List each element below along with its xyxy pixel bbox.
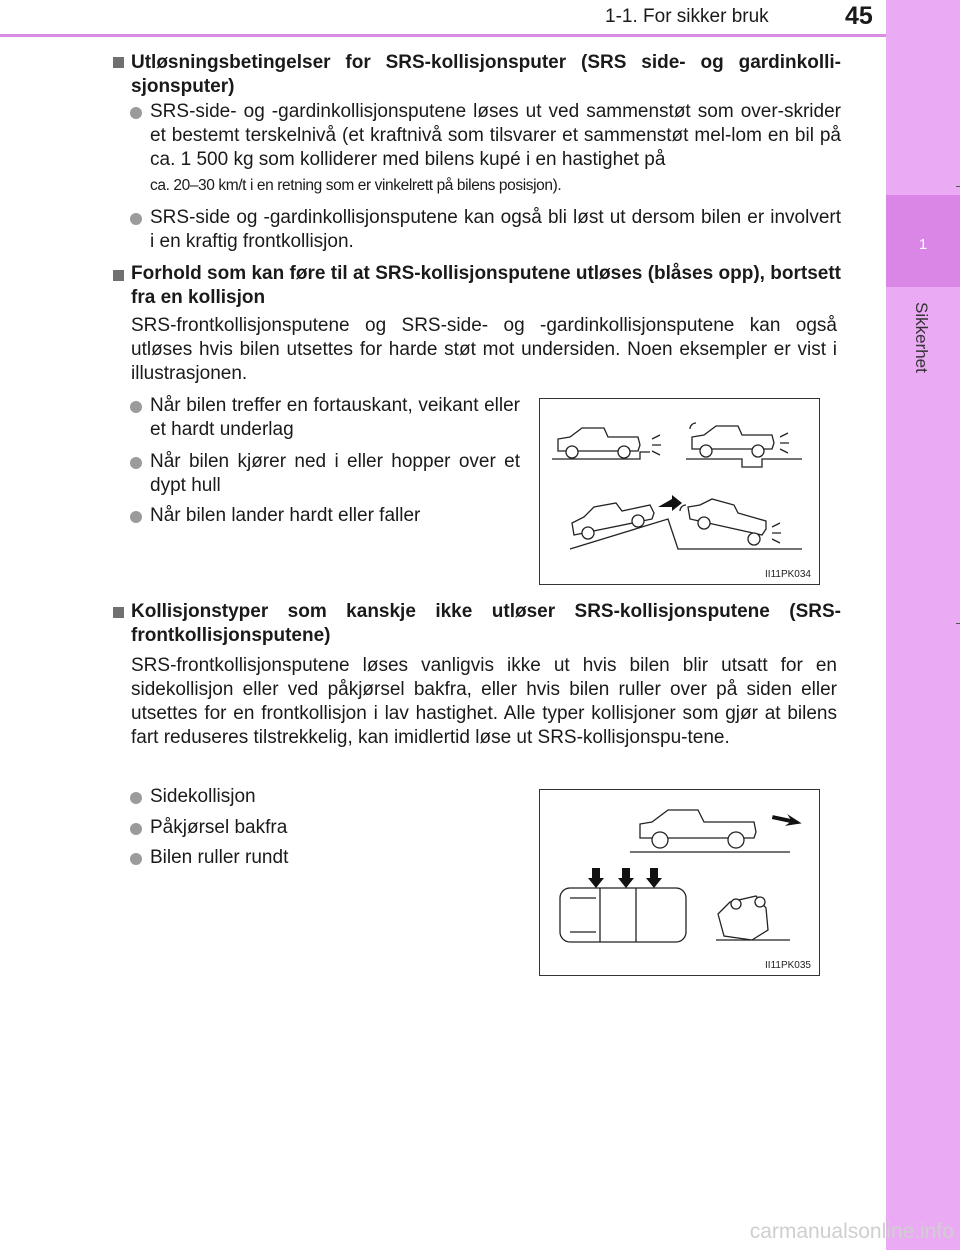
section-heading: Utløsningsbetingelser for SRS-kollisjonsputer (SRS side- og gardinkolli-sjonsputer) (131, 52, 841, 97)
chapter-number: 1 (918, 236, 928, 253)
bullet-dot (130, 213, 142, 225)
section-paragraph: SRS-frontkollisjonsputene og SRS-side- og -gardinkollisjonsputene kan også utløses hvis bilen utsettes for harde støt mot undersiden. Noen eksempler er vist i illustrasjonen. (131, 315, 837, 384)
tab-tick (956, 186, 960, 187)
bullet-dot (130, 823, 142, 835)
heading-square-bullet (113, 607, 124, 618)
bullet-dot (130, 792, 142, 804)
bullet-dot (130, 511, 142, 523)
page-number: 45 (845, 2, 873, 30)
bullet-text: SRS-side- og -gardinkollisjonsputene løses ut ved sammenstøt som over-skrider et bestemt terskelnivå (et kraftnivå som tilsvarer et sammenstøt mel-lom en bil på ca. 1 500 kg som kolliderer med bilens kupé i en hastighet på (150, 101, 841, 170)
bullet-dot (130, 853, 142, 865)
underbody-impact-illustration (540, 399, 819, 584)
arrow-icon (658, 495, 682, 511)
bullet-text: Bilen ruller rundt (150, 847, 289, 868)
watermark-text: carmanualsonline.info (749, 1220, 954, 1243)
illustration-collision-types (539, 789, 820, 976)
section-heading: Forhold som kan føre til at SRS-kollisjonsputene utløses (blåses opp), bortsett fra en kollisjon (131, 263, 841, 308)
bullet-text: Sidekollisjon (150, 786, 256, 807)
bullet-text: Når bilen lander hardt eller faller (150, 505, 421, 526)
bullet-dot (130, 457, 142, 469)
bullet-dot (130, 401, 142, 413)
bullet-dot (130, 107, 142, 119)
bullet-text-continuation: ca. 20–30 km/t i en retning som er vinkelrett på bilens posisjon). (150, 177, 562, 194)
chapter-title: Sikkerhet (912, 302, 931, 373)
chapter-side-tab (886, 0, 960, 1250)
figure-code: II11PK035 (765, 960, 811, 971)
heading-square-bullet (113, 270, 124, 281)
tab-tick (956, 623, 960, 624)
bullet-text: Når bilen kjører ned i eller hopper over et dypt hull (150, 451, 520, 496)
figure-code: II11PK034 (765, 569, 811, 580)
illustration-underbody-impacts (539, 398, 820, 585)
header-rule (0, 34, 886, 37)
bullet-text: SRS-side og -gardinkollisjonsputene kan også bli løst ut dersom bilen er involvert i en kraftig frontkollisjon. (150, 207, 841, 252)
section-paragraph: SRS-frontkollisjonsputene løses vanligvis ikke ut hvis bilen blir utsatt for en sidekollisjon eller ved påkjørsel bakfra, eller hvis bilen ruller over på siden eller utsettes for en frontkollisjon i lav hastighet. Alle typer kollisjoner som gjør at bilens fart reduseres tilstrekkelig, kan imidlertid løse ut SRS-kollisjonspu-tene. (131, 655, 837, 748)
section-title: 1-1. For sikker bruk (605, 6, 769, 27)
bullet-text: Påkjørsel bakfra (150, 817, 288, 838)
section-heading: Kollisjonstyper som kanskje ikke utløser SRS-kollisjonsputene (SRS-frontkollisjonsputene) (131, 601, 841, 646)
bullet-text: Når bilen treffer en fortauskant, veikant eller et hardt underlag (150, 395, 520, 440)
collision-types-illustration (540, 790, 819, 975)
heading-square-bullet (113, 57, 124, 68)
